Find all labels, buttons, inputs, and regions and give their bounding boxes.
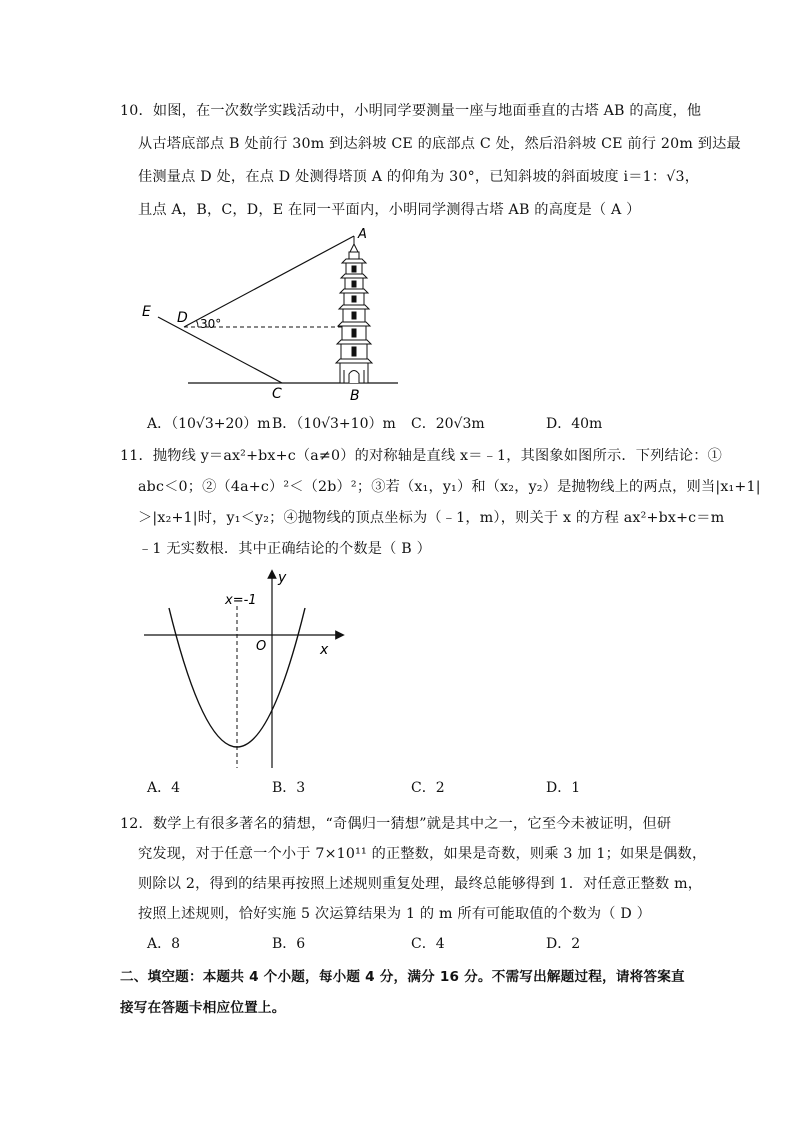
q11-line-2: abc＜0；②（4a+c）²＜（2b）²；③若（x₁，y₁）和（x₂，y₂）是抛物线上的两点，则当|x₁+1| (138, 479, 761, 495)
label-C: C (272, 386, 282, 402)
q12-option-a: A．8 (147, 936, 181, 952)
q10-option-c: C．20√3m (411, 416, 485, 432)
section-2-heading-line-1: 二、填空题：本题共 4 个小题，每小题 4 分，满分 16 分。不需写出解题过程，请将答案直 (120, 969, 685, 985)
label-E: E (142, 304, 151, 320)
q10-sqrt3: √3 (666, 169, 685, 185)
q11-line-1: 11．抛物线 y＝ax²+bx+c（a≠0）的对称轴是直线 x＝﹣1，其图象如图所示．下列结论：① (120, 448, 723, 464)
q10-option-b: B．（10√3+10）m (272, 416, 396, 432)
q11-line-3: ＞|x₂+1|时，y₁＜y₂；④抛物线的顶点坐标为（﹣1，m），则关于 x 的方程 ax²+bx+c＝m (138, 510, 725, 526)
q10-option-d: D．40m (546, 416, 603, 432)
q11-option-d: D．1 (546, 780, 581, 796)
q10-figure (130, 222, 410, 407)
q10-line-4: 且点 A，B，C，D，E 在同一平面内，小明同学测得古塔 AB 的高度是（ A ） (138, 202, 641, 218)
q10-option-a: A．（10√3+20）m (147, 416, 271, 432)
q11-line-4: ﹣1 无实数根．其中正确结论的个数是（ B ） (138, 541, 431, 557)
q12-option-b: B．6 (272, 936, 306, 952)
q10-line-2: 从古塔底部点 B 处前行 30m 到达斜坡 CE 的底部点 C 处，然后沿斜坡 CE 前行 20m 到达最 (138, 136, 741, 152)
q12-line-1: 12．数学上有很多著名的猜想，“奇偶归一猜想”就是其中之一，它至今未被证明，但研 (120, 816, 672, 832)
label-D: D (177, 310, 188, 326)
pagoda-icon (336, 236, 372, 383)
sightline (184, 236, 354, 327)
label-angle: 30° (200, 317, 222, 331)
q11-option-c: C．2 (411, 780, 445, 796)
q11-option-b: B．3 (272, 780, 306, 796)
q10-line-3-text: 佳测量点 D 处，在点 D 处测得塔顶 A 的仰角为 30°，已知斜坡的斜面坡度 i＝1： (138, 169, 667, 185)
origin-label: O (256, 639, 267, 654)
q12-option-c: C．4 (411, 936, 445, 952)
q11-parabola-figure (140, 568, 350, 773)
angle-arc (197, 321, 199, 328)
q10-line-1: 10．如图，在一次数学实践活动中，小明同学要测量一座与地面垂直的古塔 AB 的高度，他 (120, 103, 702, 119)
x-axis-label: x (320, 642, 329, 658)
q10-line-3 (138, 167, 699, 187)
q12-line-4: 按照上述规则，恰好实施 5 次运算结果为 1 的 m 所有可能取值的个数为（ D ） (138, 906, 651, 922)
q10-line-3-end: ， (684, 169, 700, 185)
q12-option-d: D．2 (546, 936, 581, 952)
symmetry-axis-label: x=-1 (225, 593, 257, 608)
y-axis-label: y (278, 570, 287, 586)
q12-line-2: 究发现，对于任意一个小于 7×10¹¹ 的正整数，如果是奇数，则乘 3 加 1；如果是偶数， (138, 846, 707, 862)
section-2-heading-line-2: 接写在答题卡相应位置上。 (120, 1000, 286, 1016)
q12-line-3: 则除以 2，得到的结果再按照上述规则重复处理，最终总能够得到 1．对任意正整数 m， (138, 876, 703, 892)
label-B: B (350, 388, 360, 404)
label-A: A (358, 227, 367, 242)
q11-option-a: A．4 (147, 780, 181, 796)
